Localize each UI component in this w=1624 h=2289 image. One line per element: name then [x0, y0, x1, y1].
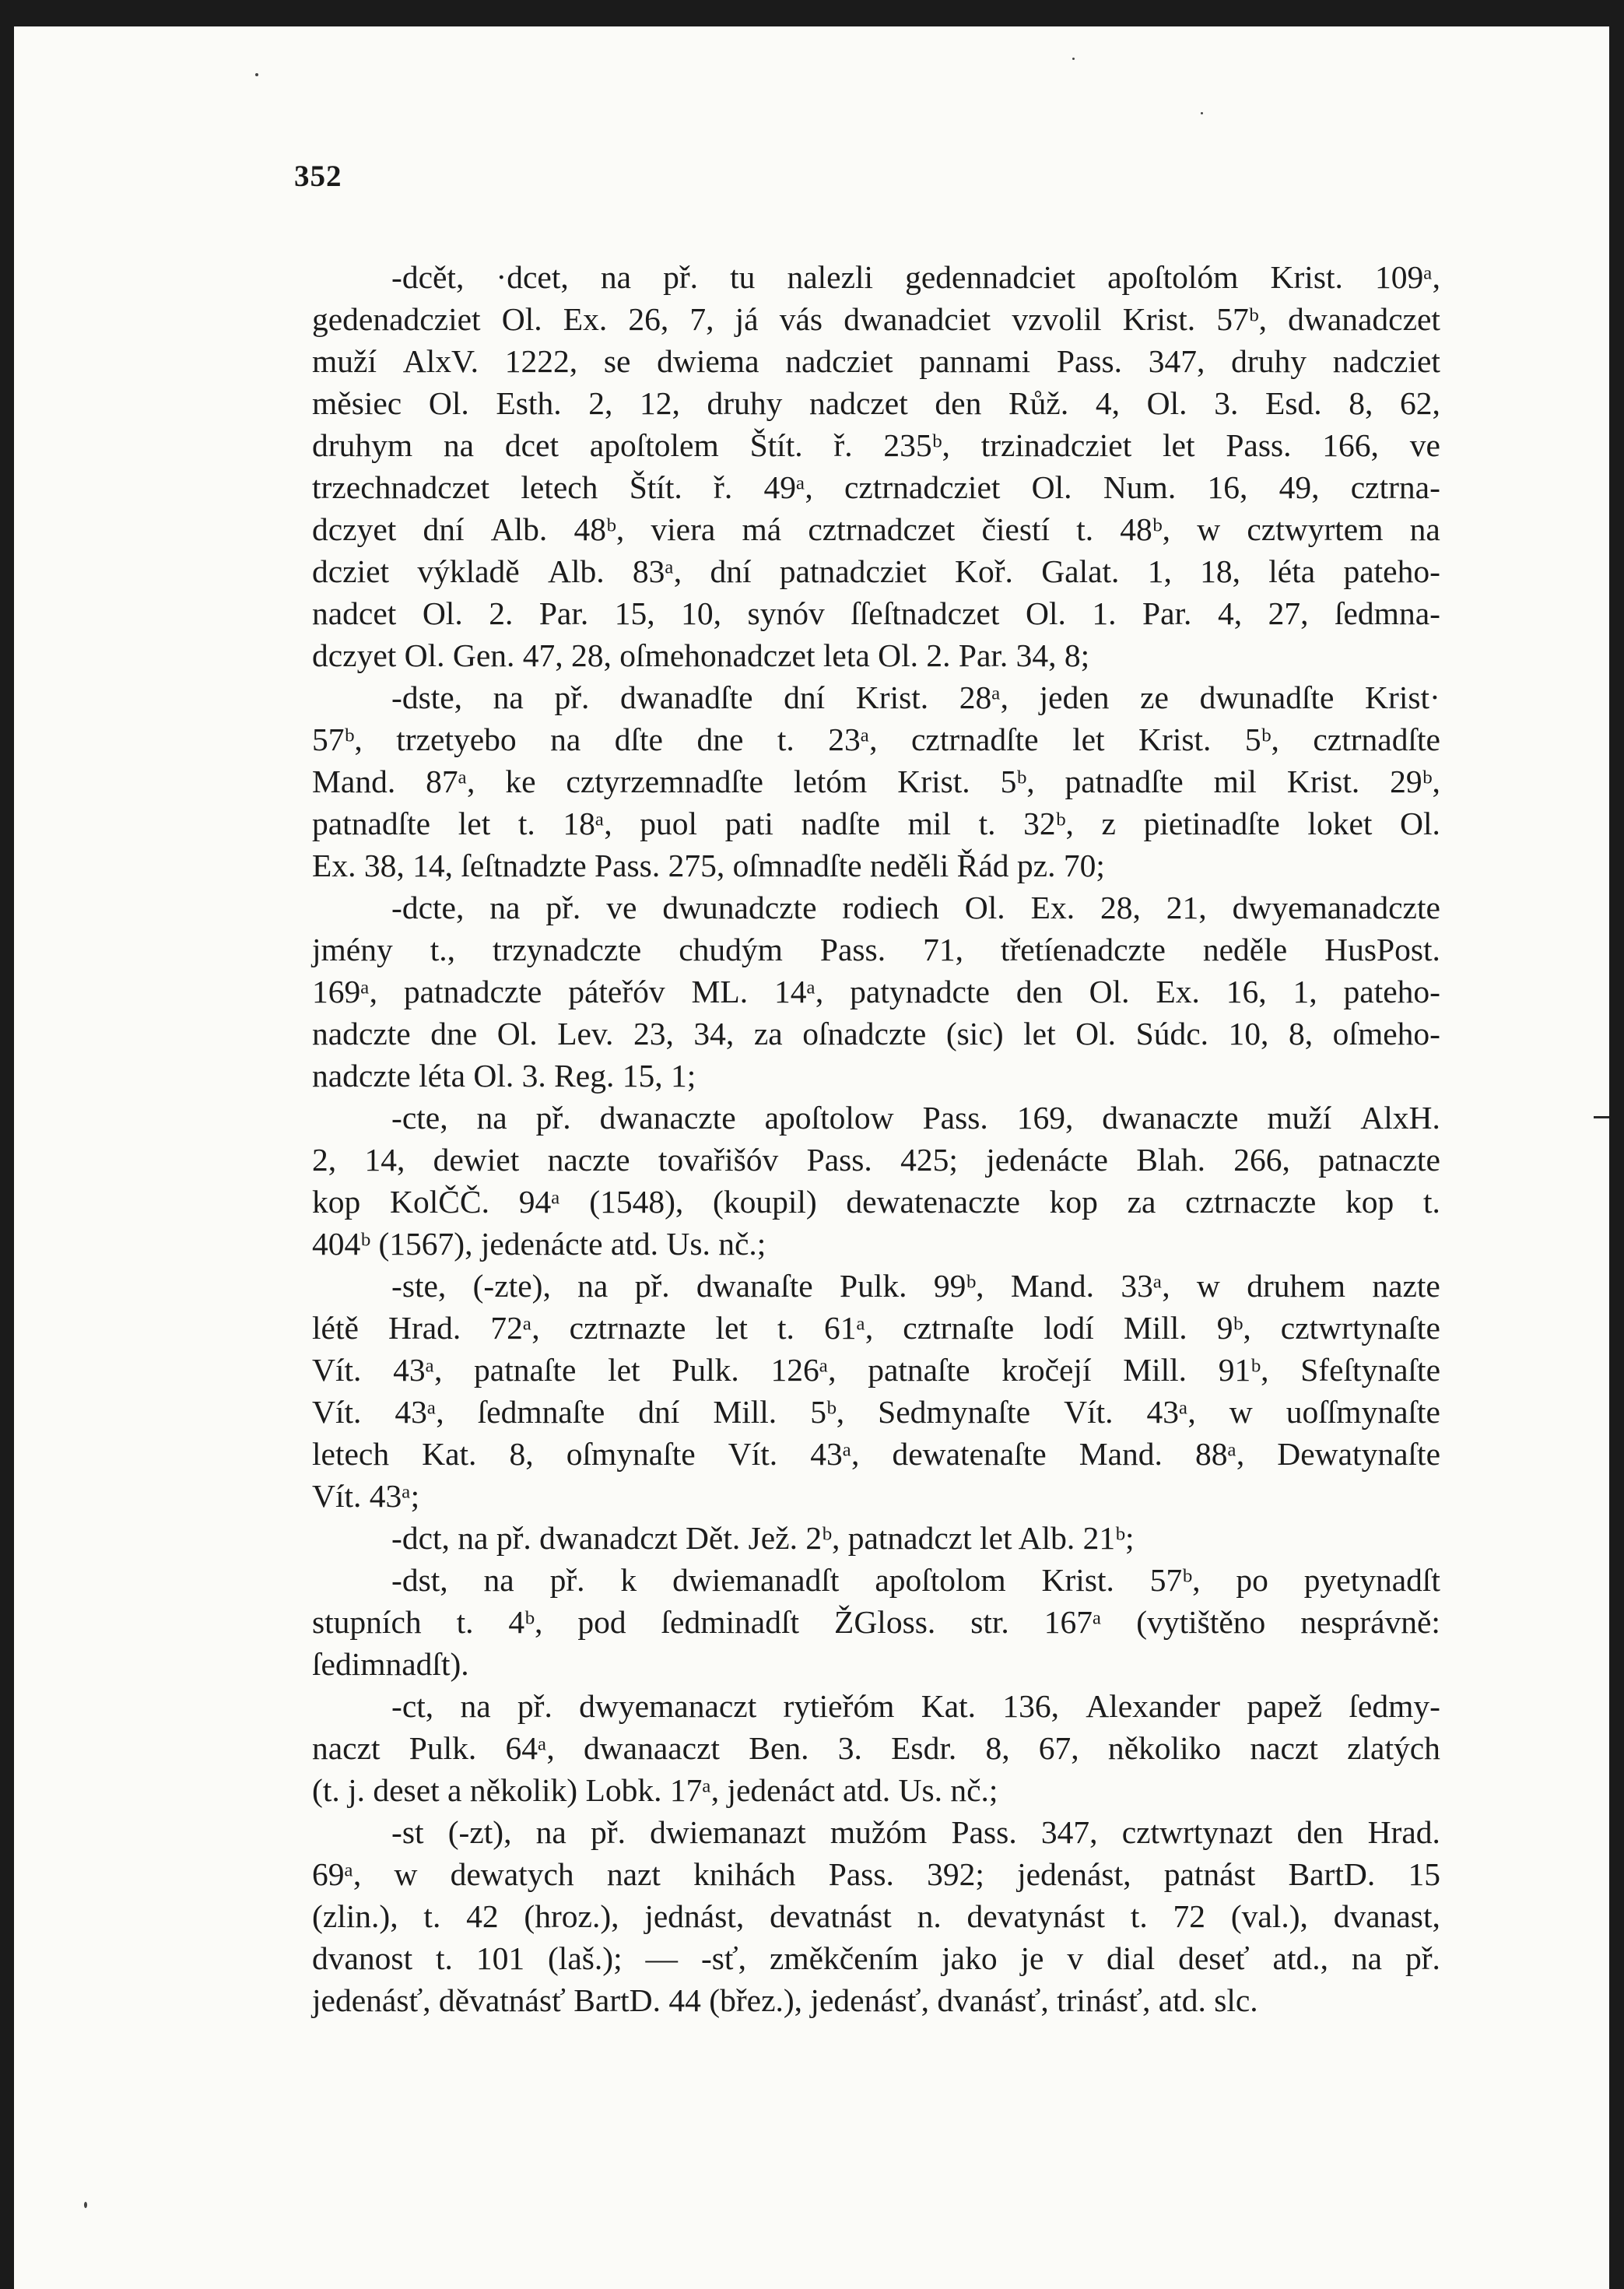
text-line: Vít. 43ᵃ, patnaſte let Pulk. 126ᵃ, patnaſte kročejí Mill. 91ᵇ, Sfeſtynaſte: [312, 1352, 1440, 1388]
scan-speck: [1201, 112, 1203, 114]
text-line: -ct, na př. dwyemanaczt rytieřóm Kat. 136, Alexander papež ſedmy-: [391, 1688, 1440, 1724]
text-line: jmény t., trzynadczte chudým Pass. 71, třetíenadczte neděle HusPost.: [312, 932, 1440, 967]
text-line: Vít. 43ᵃ;: [312, 1478, 420, 1514]
text-line: (t. j. deset a několik) Lobk. 17ᵃ, jedenáct atd. Us. nč.;: [312, 1772, 998, 1808]
text-line: gedenadcziet Ol. Ex. 26, 7, já vás dwanadciet vzvolil Krist. 57ᵇ, dwanadczet: [312, 301, 1440, 337]
margin-mark: [1594, 1116, 1609, 1118]
text-line: Ex. 38, 14, ſeſtnadzte Pass. 275, oſmnadſte neděli Řád pz. 70;: [312, 848, 1105, 883]
text-line: stupních t. 4ᵇ, pod ſedminadſt ŽGloss. str. 167ᵃ (vytištěno nesprávně:: [312, 1604, 1440, 1640]
text-line: kop KolČČ. 94ᵃ (1548), (koupil) dewatenaczte kop za cztrnaczte kop t.: [312, 1184, 1440, 1220]
text-line: letech Kat. 8, oſmynaſte Vít. 43ᵃ, dewatenaſte Mand. 88ᵃ, Dewatynaſte: [312, 1436, 1440, 1472]
text-line: jedenásť, děvatnásť BartD. 44 (břez.), jedenásť, dvanásť, trinásť, atd. slc.: [312, 1982, 1258, 2018]
scan-speck: [1072, 58, 1075, 60]
text-line: -dcět, ·dcet, na př. tu nalezli gedennadciet apoſtolóm Krist. 109ᵃ,: [391, 259, 1440, 295]
text-line: -dct, na př. dwanadczt Dět. Jež. 2ᵇ, patnadczt let Alb. 21ᵇ;: [391, 1520, 1135, 1556]
text-line: nadczte dne Ol. Lev. 23, 34, za oſnadczte (sic) let Ol. Súdc. 10, 8, oſmeho-: [312, 1016, 1440, 1051]
text-line: Vít. 43ᵃ, ſedmnaſte dní Mill. 5ᵇ, Sedmynaſte Vít. 43ᵃ, w uoſſmynaſte: [312, 1394, 1440, 1430]
text-line: 57ᵇ, trzetyebo na dſte dne t. 23ᵃ, cztrnadſte let Krist. 5ᵇ, cztrnadſte: [312, 721, 1440, 757]
text-line: dczyet dní Alb. 48ᵇ, viera má cztrnadczet čiestí t. 48ᵇ, w cztwyrtem na: [312, 511, 1440, 547]
text-line: dvanost t. 101 (laš.); — -sť, změkčením jako je v dial deseť atd., na př.: [312, 1940, 1440, 1976]
text-line: (zlin.), t. 42 (hroz.), jednást, devatnást n. devatynást t. 72 (val.), dvanast,: [312, 1898, 1440, 1934]
text-line: létě Hrad. 72ᵃ, cztrnazte let t. 61ᵃ, cztrnaſte lodí Mill. 9ᵇ, cztwrtynaſte: [312, 1310, 1440, 1346]
scanned-page: [14, 26, 1609, 2289]
text-line: dczyet Ol. Gen. 47, 28, oſmehonadczet leta Ol. 2. Par. 34, 8;: [312, 637, 1090, 673]
text-line: -dste, na př. dwanadſte dní Krist. 28ᵃ, jeden ze dwunadſte Krist·: [391, 679, 1440, 715]
text-line: měsiec Ol. Esth. 2, 12, druhy nadczet den Růž. 4, Ol. 3. Esd. 8, 62,: [312, 385, 1440, 421]
text-line: patnadſte let t. 18ᵃ, puol pati nadſte mil t. 32ᵇ, z pietinadſte loket Ol.: [312, 806, 1440, 841]
text-line: Mand. 87ᵃ, ke cztyrzemnadſte letóm Krist. 5ᵇ, patnadſte mil Krist. 29ᵇ,: [312, 764, 1440, 799]
text-line: 2, 14, dewiet naczte tovařišóv Pass. 425; jedenácte Blah. 266, patnaczte: [312, 1142, 1440, 1178]
text-line: ſedimnadſt).: [312, 1646, 469, 1682]
text-line: 169ᵃ, patnadczte páteřóv ML. 14ᵃ, patynadcte den Ol. Ex. 16, 1, pateho-: [312, 974, 1440, 1009]
page-number: 352: [294, 160, 342, 193]
text-line: -dcte, na př. ve dwunadczte rodiech Ol. Ex. 28, 21, dwyemanadczte: [391, 890, 1440, 925]
text-line: trzechnadczet letech Štít. ř. 49ᵃ, cztrnadcziet Ol. Num. 16, 49, cztrna-: [312, 469, 1440, 505]
text-line: -cte, na př. dwanaczte apoſtolow Pass. 169, dwanaczte muží AlxH.: [391, 1100, 1440, 1136]
text-line: 69ᵃ, w dewatych nazt knihách Pass. 392; jedenást, patnást BartD. 15: [312, 1856, 1440, 1892]
text-line: -st (-zt), na př. dwiemanazt mužóm Pass. 347, cztwrtynazt den Hrad.: [391, 1814, 1440, 1850]
text-line: druhym na dcet apoſtolem Štít. ř. 235ᵇ, trzinadcziet let Pass. 166, ve: [312, 427, 1440, 463]
text-line: -ste, (-zte), na př. dwanaſte Pulk. 99ᵇ, Mand. 33ᵃ, w druhem nazte: [391, 1268, 1440, 1304]
scan-speck: [84, 2202, 87, 2208]
text-line: nadcet Ol. 2. Par. 15, 10, synóv ſſeſtnadczet Ol. 1. Par. 4, 27, ſedmna-: [312, 595, 1440, 631]
text-line: dcziet výkladě Alb. 83ᵃ, dní patnadcziet Koř. Galat. 1, 18, léta pateho-: [312, 553, 1440, 589]
scan-speck: [255, 73, 258, 76]
text-line: naczt Pulk. 64ᵃ, dwanaaczt Ben. 3. Esdr. 8, 67, několiko naczt zlatých: [312, 1730, 1440, 1766]
text-line: muží AlxV. 1222, se dwiema nadcziet pannami Pass. 347, druhy nadcziet: [312, 343, 1440, 379]
body-text: [312, 256, 1440, 2021]
text-line: nadczte léta Ol. 3. Reg. 15, 1;: [312, 1058, 696, 1094]
text-line: 404ᵇ (1567), jedenácte atd. Us. nč.;: [312, 1226, 766, 1262]
text-line: -dst, na př. k dwiemanadſt apoſtolom Krist. 57ᵇ, po pyetynadſt: [391, 1562, 1440, 1598]
